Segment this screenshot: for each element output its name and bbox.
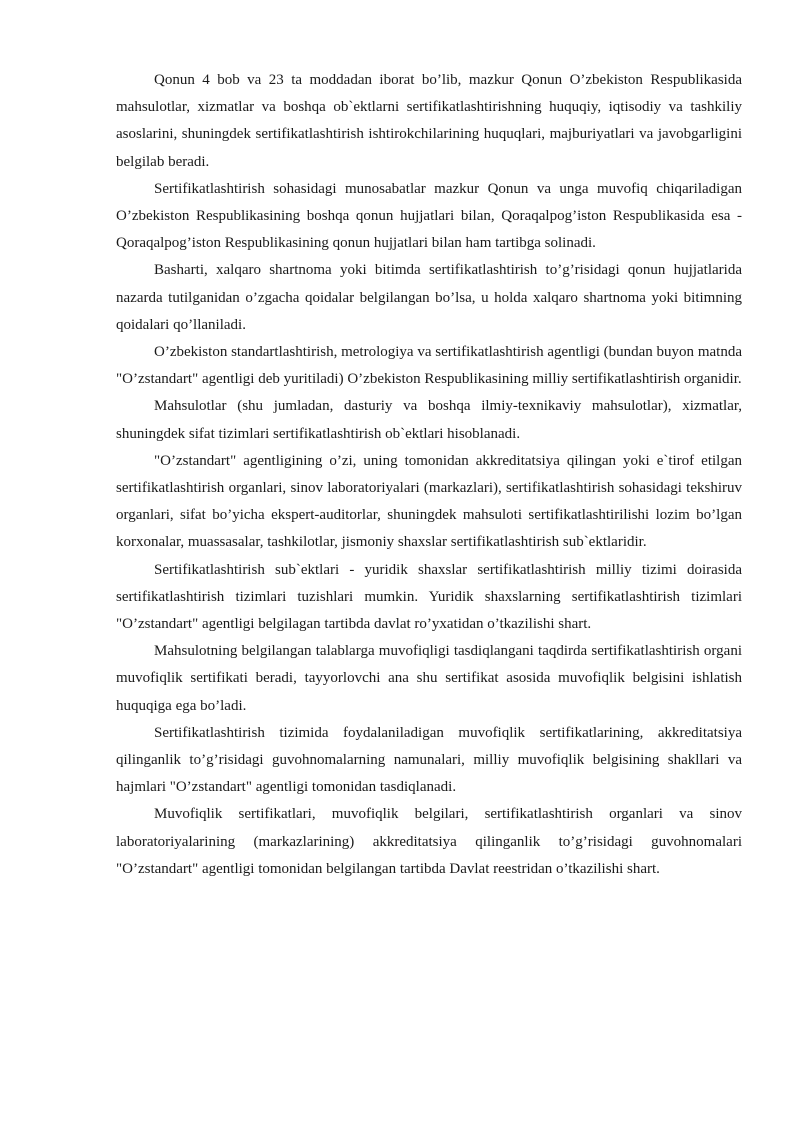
paragraph-1: Qonun 4 bob va 23 ta moddadan iborat bo’lib, mazkur Qonun O’zbekiston Respublikasida mahsulotlar, xizmatlar va boshqa ob`ektlarni sertifikatlashtirishning huquqiy, iqtisodiy va tashkiliy asoslarini, shuningdek sertifikatlashtirish ishtirokchilarining huquqlari, majburiyatlari va javobgarligini belgilab beradi. bbox=[116, 72, 742, 170]
paragraph-6: "O’zstandart" agentligining o’zi, uning tomonidan akkreditatsiya qilingan yoki e`tirof etilgan sertifikatlashtirish organlari, sinov laboratoriyalari (markazlari), sertifikatlashtirish sohasidagi tekshiruv organlari, sifat bo’yicha ekspert-auditorlar, shuningdek mahsuloti sertifikatlashtirilishi lozim bo’lgan korxonalar, muassasalar, tashkilotlar, jismoniy shaxslar sertifikatlashtirish sub`ektlaridir. bbox=[116, 452, 742, 551]
paragraph-8: Mahsulotning belgilangan talablarga muvofiqligi tasdiqlangani taqdirda sertifikatlashtirish organi muvofiqlik sertifikati beradi, tayyorlovchi ana shu sertifikat asosida muvofiqlik belgisini ishlatish huquqiga ega bo’ladi. bbox=[116, 643, 742, 714]
document-page bbox=[116, 67, 742, 883]
paragraph-4: O’zbekiston standartlashtirish, metrologiya va sertifikatlashtirish agentligi (bundan buyon matnda "O’zstandart" agentligi deb yuritiladi) O’zbekiston Respublikasining milliy sertifikatlashtirish organidir. bbox=[116, 344, 742, 388]
paragraph-5: Mahsulotlar (shu jumladan, dasturiy va boshqa ilmiy-texnikaviy mahsulotlar), xizmatlar, shuningdek sifat tizimlari sertifikatlashtirish ob`ektlari hisoblanadi. bbox=[116, 398, 742, 442]
paragraph-10: Muvofiqlik sertifikatlari, muvofiqlik belgilari, sertifikatlashtirish organlari va sinov laboratoriyalarining (markazlarining) akkreditatsiya qilinganlik to’g’risidagi guvohnomalari "O’zstandart" agentligi tomonidan belgilangan tartibda Davlat reestridan o’tkazilishi shart. bbox=[116, 806, 742, 877]
paragraph-2: Sertifikatlashtirish sohasidagi munosabatlar mazkur Qonun va unga muvofiq chiqariladigan O’zbekiston Respublikasining boshqa qonun hujjatlari bilan, Qoraqalpog’iston Respublikasida esa - Qoraqalpog’iston Respublikasining qonun hujjatlari bilan ham tartibga solinadi. bbox=[116, 180, 742, 252]
paragraph-9: Sertifikatlashtirish tizimida foydalaniladigan muvofiqlik sertifikatlarining, akkreditatsiya qilinganlik to’g’risidagi guvohnomalarning namunalari, milliy muvofiqlik belgisining shakllari va hajmlari "O’zstandart" agentligi tomonidan tasdiqlanadi. bbox=[116, 724, 742, 796]
paragraph-7: Sertifikatlashtirish sub`ektlari - yuridik shaxslar sertifikatlashtirish milliy tizimi doirasida sertifikatlashtirish tizimlari tuzishlari mumkin. Yuridik shaxslarning sertifikatlashtirish tizimlari "O’zstandart" agentligi belgilagan tartibda davlat ro’yxatidan o’tkazilishi shart. bbox=[116, 561, 742, 633]
paragraph-3: Basharti, xalqaro shartnoma yoki bitimda sertifikatlashtirish to’g’risidagi qonun hujjatlarida nazarda tutilganidan o’zgacha qoidalar belgilangan bo’lsa, u holda xalqaro shartnoma yoki bitimning qoidalari qo’llaniladi. bbox=[116, 262, 742, 333]
